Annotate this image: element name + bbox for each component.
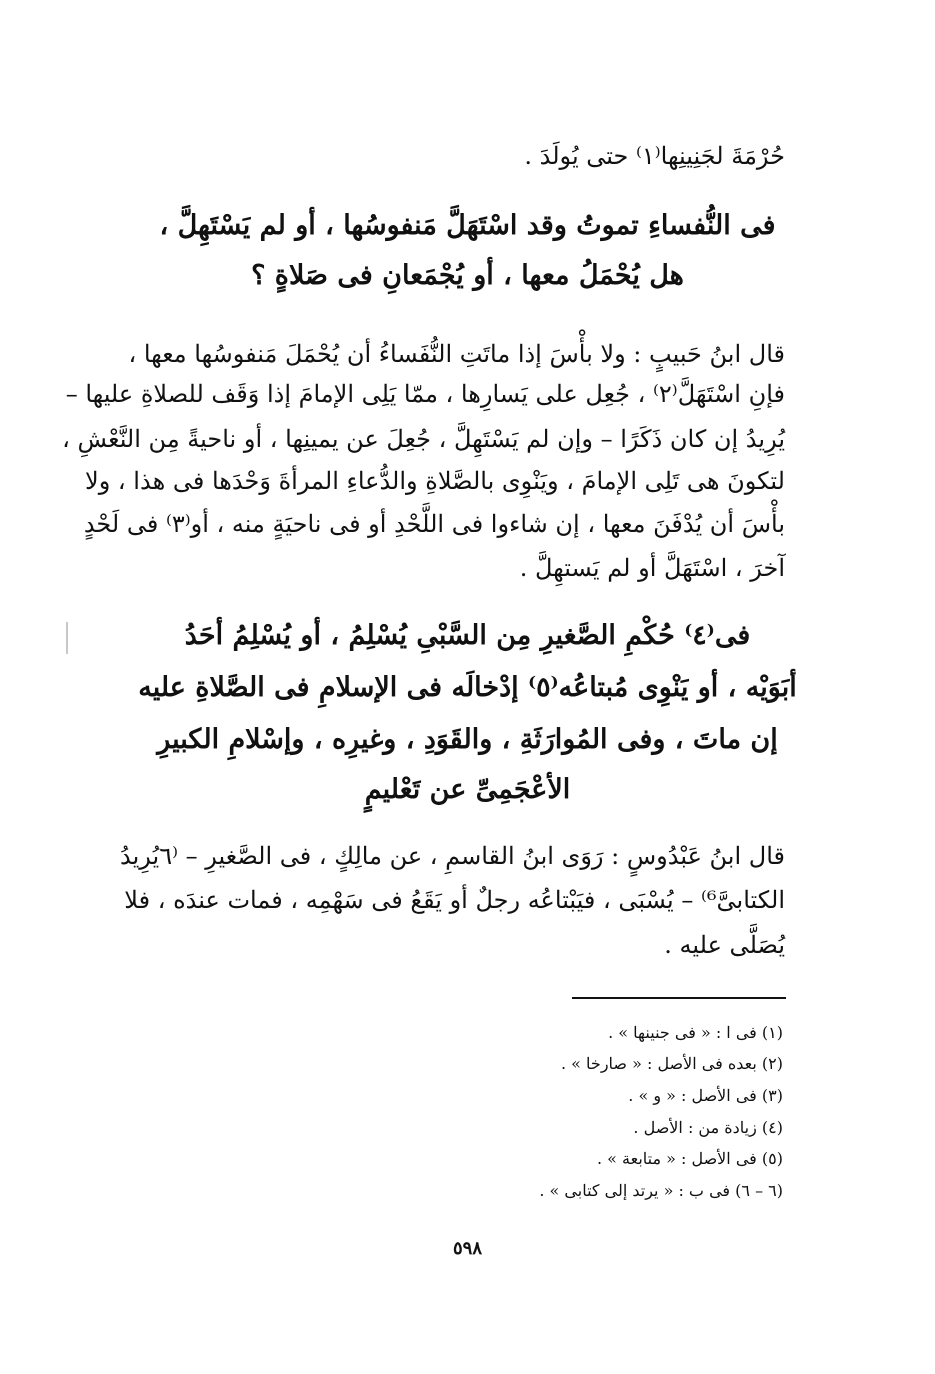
section2-paragraph-line-2: الكتابىَّ⁶⁾ – يُسْبَى ، فيَبْتاعُه رجلٌ أو يَقَعُ فى سَهْمِه ، فمات عندَه ، فلا: [124, 886, 785, 914]
section1-paragraph-line-6: آخرَ ، اسْتَهَلَّ أو لم يَستهِلَّ .: [519, 554, 785, 582]
section2-heading-line-1: فى⁽٤⁾ حُكْمِ الصَّغيرِ مِن السَّبْىِ يُسْلِمُ ، أو يُسْلِمُ أحَدُ: [184, 620, 751, 651]
section1-heading-line-2: هل يُحْمَلُ معها ، أو يُجْمَعانِ فى صَلاةٍ ؟: [251, 260, 684, 291]
section1-paragraph-line-1: قال ابنُ حَبيبٍ : ولا بأْسَ إذا ماتَتِ النُّفَساءُ أن يُحْمَلَ مَنفوسُها معها ،: [128, 340, 785, 368]
footnote-1: (١) فى ا : « فى جنينها » .: [608, 1023, 783, 1042]
footnote-6: (٦ – ٦) فى ب : « يرتد إلى كتابى » .: [539, 1181, 783, 1200]
section1-paragraph-line-2: فإنِ اسْتَهَلَّ⁽٢⁾ ، جُعِل على يَسارِها ، ممّا يَلِى الإمامَ إذا وَقَف للصلاةِ عليها –: [65, 380, 785, 408]
section2-heading-line-4: الأعْجَمِىِّ عن تَعْليمٍ: [364, 774, 571, 805]
section1-paragraph-line-4: لتكونَ هى تَلِى الإمامَ ، ويَنْوِى بالصَّلاةِ والدُّعاءِ المرأةَ وَحْدَها فى هذا ، ولا: [85, 467, 785, 495]
section1-paragraph-line-5: بأْسَ أن يُدْفَنَ معها ، إن شاءوا فى اللَّحْدِ أو فى ناحيَةٍ منه ، أو⁽٣⁾ فى لَحْدٍ: [83, 510, 785, 538]
section2-heading-line-3: إن ماتَ ، وفى المُوارَثَةِ ، والقَوَدِ ، وغيرِه ، وإسْلامِ الكبيرِ: [157, 724, 778, 755]
page-number: ٥٩٨: [452, 1238, 482, 1259]
footnote-3: (٣) فى الأصل : « و » .: [628, 1086, 783, 1105]
footnote-5: (٥) فى الأصل : « متابعة » .: [596, 1149, 783, 1168]
section2-paragraph-line-1: قال ابنُ عَبْدُوسٍ : رَوَى ابنُ القاسمِ ، عن مالِكٍ ، فى الصَّغيرِ – ⁽٦يُرِيدُ: [120, 842, 785, 870]
footnote-4: (٤) زيادة من : الأصل .: [633, 1118, 783, 1137]
section1-heading-line-1: فى النُّفساءِ تموتُ وقد اسْتَهَلَّ مَنفوسُها ، أو لم يَسْتَهِلَّ ،: [159, 210, 776, 241]
section2-paragraph-line-3: يُصَلَّى عليه .: [664, 931, 785, 959]
footnote-2: (٢) بعده فى الأصل : « صارخا » .: [561, 1054, 783, 1073]
section1-paragraph-line-3: يُرِيدُ إن كان ذَكَرًا – وإن لم يَسْتَهِلَّ ، جُعِلَ عن يمينِها ، أو ناحيةً مِن النَّعْشِ ،: [62, 425, 785, 453]
section2-heading-line-2: أبَوَيْه ، أو يَنْوِى مُبتاعُه⁽٥⁾ إدْخالَه فى الإسلامِ فى الصَّلاةِ عليه: [138, 672, 797, 703]
intro-line: حُرْمَةَ لجَنِينِها⁽١⁾ حتى يُولَدَ .: [524, 142, 785, 170]
scan-margin-mark: [66, 622, 68, 654]
footnote-separator: [572, 997, 786, 999]
